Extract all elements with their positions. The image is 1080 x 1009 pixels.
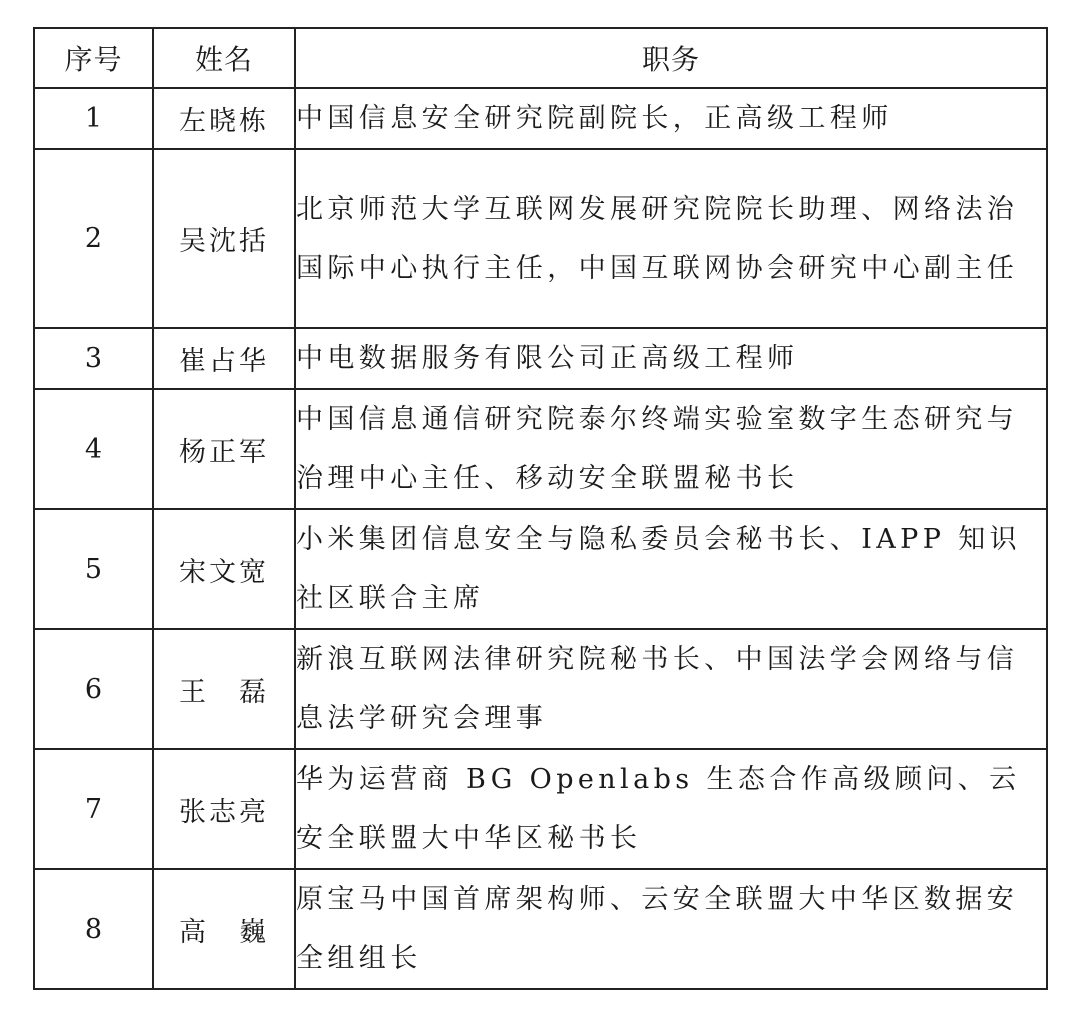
table-row <box>34 869 1047 989</box>
name-cell: 杨正军 <box>153 389 295 509</box>
duty-cell: 北京师范大学互联网发展研究院院长助理、网络法治国际中心执行主任，中国互联网协会研究中心副主任 <box>295 149 1047 328</box>
table-row <box>34 389 1047 509</box>
seq-cell: 6 <box>34 629 153 749</box>
duty-cell: 新浪互联网法律研究院秘书长、中国法学会网络与信息法学研究会理事 <box>295 629 1047 749</box>
duty-cell: 中国信息安全研究院副院长，正高级工程师 <box>295 88 1047 149</box>
duty-cell: 华为运营商 BG Openlabs 生态合作高级顾问、云安全联盟大中华区秘书长 <box>295 749 1047 869</box>
header-seq: 序号 <box>34 28 153 88</box>
duty-cell: 中电数据服务有限公司正高级工程师 <box>295 328 1047 389</box>
seq-cell: 1 <box>34 88 153 149</box>
table-row <box>34 509 1047 629</box>
duty-cell: 小米集团信息安全与隐私委员会秘书长、IAPP 知识社区联合主席 <box>295 509 1047 629</box>
seq-cell: 5 <box>34 509 153 629</box>
duty-cell: 原宝马中国首席架构师、云安全联盟大中华区数据安全组组长 <box>295 869 1047 989</box>
duty-cell: 中国信息通信研究院泰尔终端实验室数字生态研究与治理中心主任、移动安全联盟秘书长 <box>295 389 1047 509</box>
name-cell: 崔占华 <box>153 328 295 389</box>
roster-table <box>33 27 1048 990</box>
seq-cell: 7 <box>34 749 153 869</box>
header-row <box>34 28 1047 88</box>
table-row <box>34 88 1047 149</box>
table-row <box>34 328 1047 389</box>
name-cell: 左晓栋 <box>153 88 295 149</box>
name-cell: 宋文宽 <box>153 509 295 629</box>
name-cell: 王 磊 <box>153 629 295 749</box>
seq-cell: 2 <box>34 149 153 328</box>
name-cell: 张志亮 <box>153 749 295 869</box>
header-name: 姓名 <box>153 28 295 88</box>
name-cell: 吴沈括 <box>153 149 295 328</box>
table-row <box>34 629 1047 749</box>
table-row <box>34 149 1047 328</box>
name-cell: 高 巍 <box>153 869 295 989</box>
table-row <box>34 749 1047 869</box>
seq-cell: 3 <box>34 328 153 389</box>
seq-cell: 4 <box>34 389 153 509</box>
header-duty: 职务 <box>295 28 1047 88</box>
seq-cell: 8 <box>34 869 153 989</box>
